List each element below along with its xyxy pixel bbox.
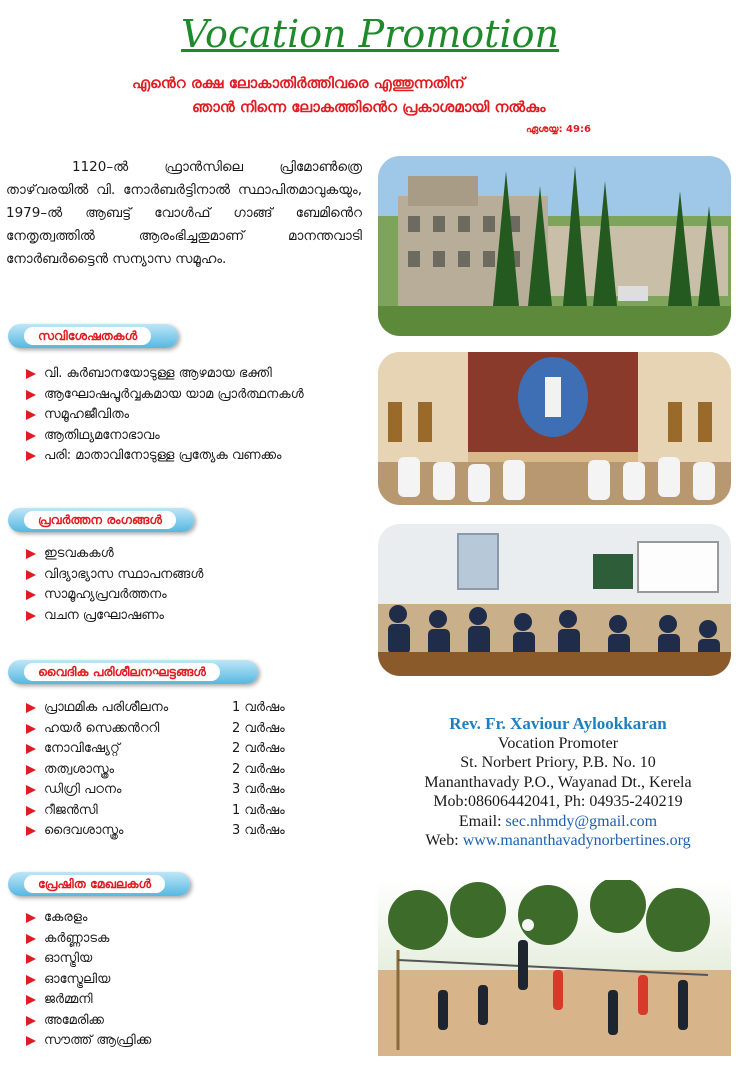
arrow-icon — [26, 765, 36, 775]
list-item: തത്വശാസ്ത്രം 2 വർഷം — [22, 760, 322, 781]
classroom-photo — [378, 524, 731, 676]
arrow-icon — [26, 913, 36, 923]
arrow-icon — [26, 410, 36, 420]
list-item: കർണ്ണാടക — [22, 929, 151, 950]
list-item: പരി: മാതാവിനോടുള്ള പ്രത്യേക വണക്കം — [22, 446, 304, 467]
list-item: സൗത്ത് ആഫ്രിക്ക — [22, 1031, 151, 1052]
list-item: ഇടവകകൾ — [22, 544, 203, 565]
volleyball-photo — [378, 880, 731, 1056]
arrow-icon — [26, 826, 36, 836]
arrow-icon — [26, 934, 36, 944]
ministries-heading: പ്രവർത്തന രംഗങ്ങൾ — [24, 511, 176, 529]
features-heading-pill — [8, 324, 178, 348]
intro-paragraph — [6, 156, 362, 271]
missions-heading: പ്രേഷിത മേഖലകൾ — [24, 875, 165, 893]
arrow-icon — [26, 703, 36, 713]
training-heading-pill — [8, 660, 258, 684]
list-item: വി. കുർബാനയോടുള്ള ആഴമായ ഭക്തി — [22, 364, 304, 385]
website-link[interactable]: www.mananthavadynorbertines.org — [462, 832, 691, 849]
chapel-prayer-photo — [378, 352, 731, 505]
arrow-icon — [26, 954, 36, 964]
arrow-icon — [26, 590, 36, 600]
arrow-icon — [26, 611, 36, 621]
arrow-icon — [26, 570, 36, 580]
intro-text: 1120–ൽ ഫ്രാൻസിലെ പ്രിമോൺത്രെ താഴ്‌വരയിൽ വി. നോർബർട്ടിനാൽ സ്ഥാപിതമാവുകയും, 1979–ൽ ആബട്ട് വോൾഫ് ഗാങ്ങ് ബേമിൻെറ നേതൃത്വത്തിൽ ആരംഭിച്ചതുമാണ് മാനന്തവാടി നോർബർട്ടൈൻ സന്യാസ സമൂഹം. — [6, 159, 362, 267]
list-item: സമൂഹജീവിതം — [22, 405, 304, 426]
missions-heading-pill — [8, 872, 190, 896]
arrow-icon — [26, 1016, 36, 1026]
contact-address-1: St. Norbert Priory, P.B. No. 10 — [460, 754, 656, 771]
contact-email-row: Email: sec.nhmdy@gmail.com — [458, 812, 658, 830]
arrow-icon — [26, 390, 36, 400]
arrow-icon — [26, 451, 36, 461]
features-heading: സവിശേഷതകൾ — [24, 327, 151, 345]
contact-role: Vocation Promoter — [497, 734, 619, 752]
arrow-icon — [26, 549, 36, 559]
list-item: വചന പ്രഘോഷണം — [22, 606, 203, 627]
priory-building-photo — [378, 156, 731, 336]
list-item: ഓസ്ട്രേലിയ — [22, 970, 151, 991]
list-item: പ്രാഥമിക പരിശീലനം 1 വർഷം — [22, 698, 322, 719]
arrow-icon — [26, 431, 36, 441]
features-list — [22, 364, 304, 467]
training-heading: വൈദിക പരിശീലനഘട്ടങ്ങൾ — [24, 663, 220, 681]
arrow-icon — [26, 369, 36, 379]
list-item: അമേരിക്ക — [22, 1011, 151, 1032]
arrow-icon — [26, 744, 36, 754]
arrow-icon — [26, 975, 36, 985]
arrow-icon — [26, 785, 36, 795]
page-title: Vocation Promotion — [181, 12, 559, 56]
contact-web-row: Web: www.mananthavadynorbertines.org — [425, 832, 691, 849]
ministries-list — [22, 544, 203, 626]
list-item: ഡിഗ്രി പഠനം 3 വർഷം — [22, 780, 322, 801]
list-item: കേരളം — [22, 908, 151, 929]
email-link[interactable]: sec.nhmdy@gmail.com — [505, 812, 658, 830]
list-item: ജർമ്മനി — [22, 990, 151, 1011]
quote-line-1: എൻെറ രക്ഷ ലോകാതിർത്തിവരെ എത്തുന്നതിന് — [132, 74, 465, 92]
list-item: സാമൂഹ്യപ്രവർത്തനം — [22, 585, 203, 606]
training-list — [22, 698, 322, 842]
list-item: ഓസ്ട്രിയ — [22, 949, 151, 970]
list-item: ദൈവശാസ്ത്രം 3 വർഷം — [22, 821, 322, 842]
contact-address-2: Mananthavady P.O., Wayanad Dt., Kerela — [424, 773, 692, 791]
arrow-icon — [26, 1036, 36, 1046]
quote-reference: ഏശയ്യ: 49:6 — [526, 124, 591, 135]
quote-line-2: ഞാൻ നിന്നെ ലോകത്തിൻെറ പ്രകാശമായി നൽകും — [192, 98, 546, 116]
contact-phones: Mob:08606442041, Ph: 04935-240219 — [433, 793, 683, 810]
arrow-icon — [26, 724, 36, 734]
ministries-heading-pill — [8, 508, 194, 532]
missions-list — [22, 908, 151, 1052]
arrow-icon — [26, 995, 36, 1005]
list-item: നോവിഷ്യേറ്റ് 2 വർഷം — [22, 739, 322, 760]
list-item: ആഘോഷപൂർവ്വകമായ യാമ പ്രാർത്ഥനകൾ — [22, 385, 304, 406]
list-item: ഹയർ സെക്കൻററി 2 വർഷം — [22, 719, 322, 740]
list-item: വിദ്യാഭ്യാസ സ്ഥാപനങ്ങൾ — [22, 565, 203, 586]
list-item: ആതിഥ്യമനോഭാവം — [22, 426, 304, 447]
arrow-icon — [26, 806, 36, 816]
contact-name: Rev. Fr. Xaviour Aylookkaran — [449, 714, 667, 733]
contact-block — [380, 714, 736, 851]
list-item: റീജൻസി 1 വർഷം — [22, 801, 322, 822]
